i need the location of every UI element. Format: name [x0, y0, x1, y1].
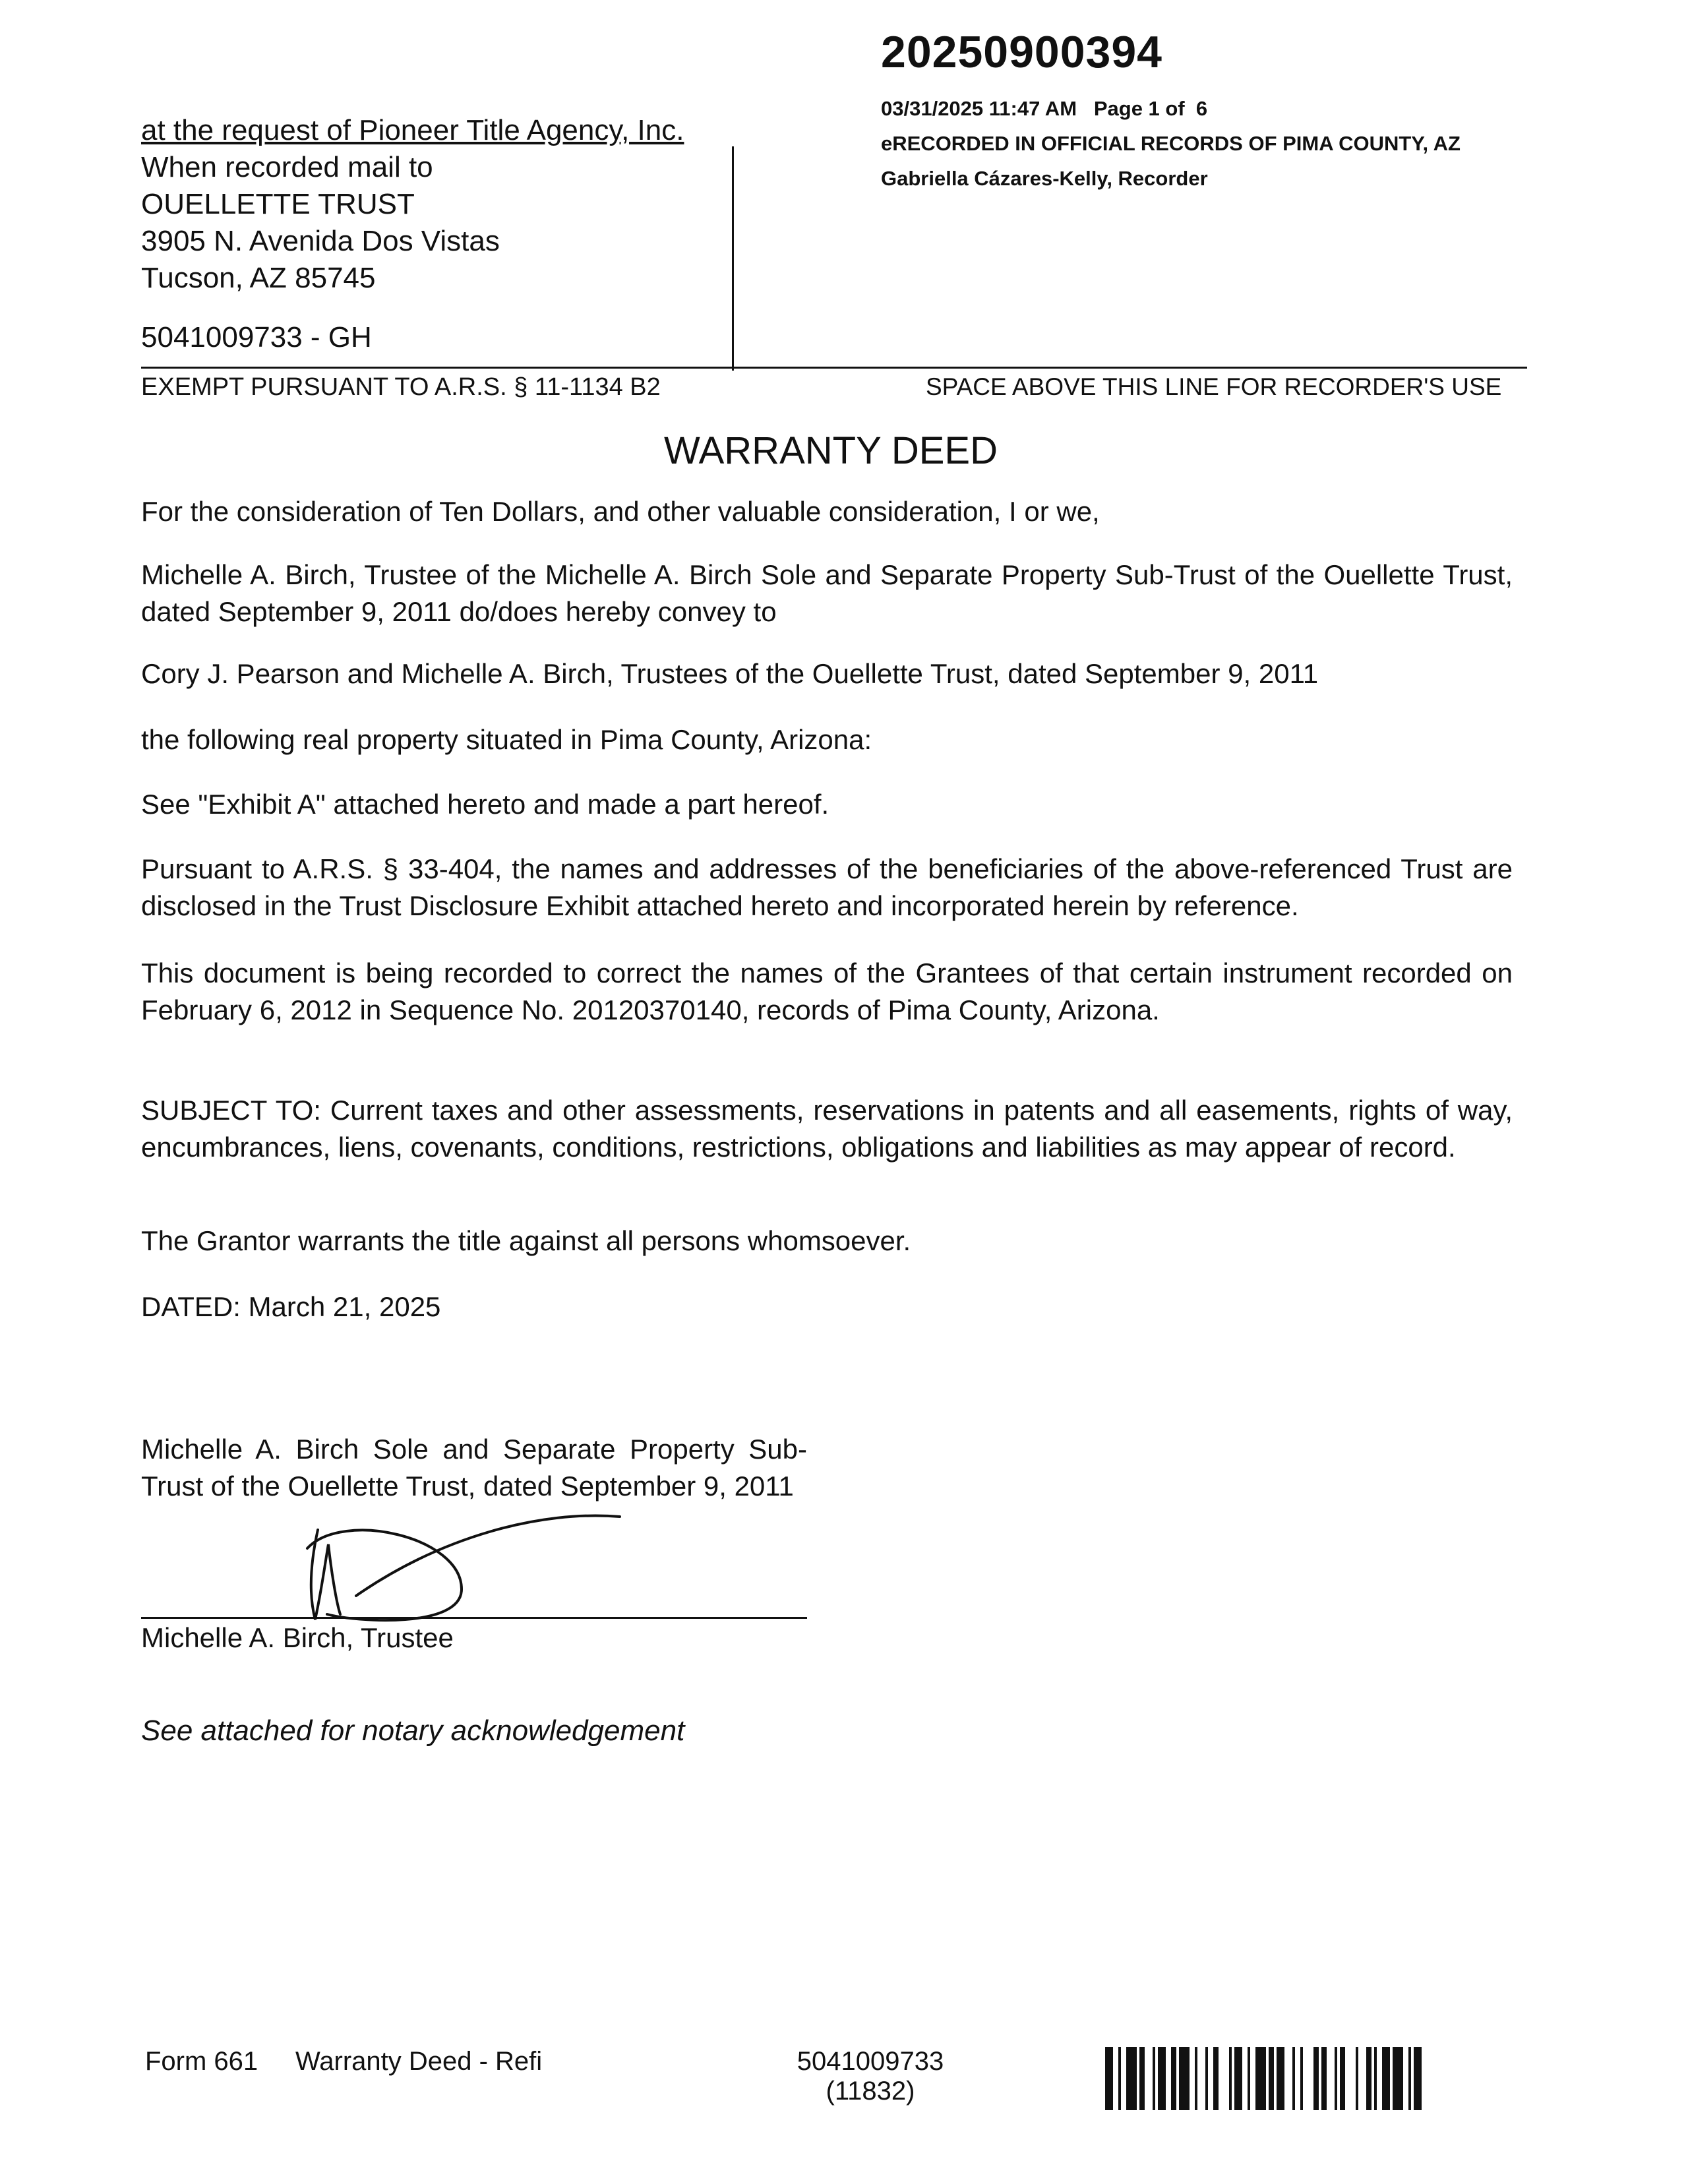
property-paragraph: the following real property situated in Pima County, Arizona: [141, 724, 872, 755]
barcode-bar [1292, 2047, 1295, 2110]
recording-stamp [881, 91, 1461, 196]
barcode-bar [1139, 2047, 1145, 2110]
barcode-bar [1153, 2047, 1155, 2110]
recipient-name: OUELLETTE TRUST [141, 188, 415, 220]
barcode-bar [1248, 2047, 1250, 2110]
recording-datetime: 03/31/2025 11:47 AM Page 1 of 6 [881, 97, 1208, 120]
barcode-bar [1300, 2047, 1303, 2110]
barcode-bar [1335, 2047, 1337, 2110]
subject-to-paragraph: SUBJECT TO: Current taxes and other assessments, reservations in patents and all easements, rights of way, encumbrances, liens, covenants, conditions, restrictions, obligations and liabilities as may appear of record. [141, 1095, 1513, 1163]
recipient-city: Tucson, AZ 85745 [141, 262, 376, 294]
dated-line: DATED: March 21, 2025 [141, 1291, 441, 1322]
barcode-bar [1340, 2047, 1345, 2110]
barcode-bar [1408, 2047, 1411, 2110]
barcode-bar [1321, 2047, 1327, 2110]
barcode-bar [1179, 2047, 1190, 2110]
barcode-bar [1313, 2047, 1319, 2110]
barcode-bar [1393, 2047, 1403, 2110]
barcode-bar [1382, 2047, 1390, 2110]
box-divider [732, 146, 734, 371]
barcode-bar [1229, 2047, 1232, 2110]
barcode-bar [1255, 2047, 1266, 2110]
barcode-bar [1213, 2047, 1219, 2110]
pursuant-paragraph: Pursuant to A.R.S. § 33-404, the names and addresses of the beneficiaries of the above-referenced Trust are disclosed in the Trust Disclosure Exhibit attached hereto and incorporated herein by reference. [141, 853, 1513, 921]
warrant-paragraph: The Grantor warrants the title against all persons whomsoever. [141, 1225, 911, 1256]
barcode-bar [1118, 2047, 1121, 2110]
recorder-line [141, 367, 1527, 369]
barcode-bar [1205, 2047, 1208, 2110]
signature-line [141, 1617, 807, 1619]
barcode-bar [1195, 2047, 1197, 2110]
recording-number: 20250900394 [881, 27, 1163, 77]
exhibit-paragraph: See "Exhibit A" attached hereto and made a part hereof. [141, 789, 829, 820]
barcode-bar [1269, 2047, 1274, 2110]
barcode-bar [1277, 2047, 1284, 2110]
correction-paragraph: This document is being recorded to correct the names of the Grantees of that certain instrument recorded on February 6, 2012 in Sequence No. 20120370140, records of Pima County, Arizona. [141, 957, 1513, 1025]
escrow-number: 5041009733 - GH [141, 321, 372, 353]
recording-recorder: Gabriella Cázares-Kelly, Recorder [881, 167, 1208, 190]
page-title: WARRANTY DEED [664, 429, 998, 472]
barcode-bar [1356, 2047, 1358, 2110]
signer-name: Michelle A. Birch, Trustee [141, 1622, 454, 1653]
barcode-bar [1126, 2047, 1137, 2110]
exempt-notice: EXEMPT PURSUANT TO A.R.S. § 11-1134 B2 [141, 373, 661, 401]
barcode-bar [1414, 2047, 1422, 2110]
form-number: Form 661 [145, 2047, 258, 2076]
handwritten-signature [244, 1490, 666, 1635]
barcode-bar [1171, 2047, 1176, 2110]
grantor-paragraph: Michelle A. Birch, Trustee of the Michelle A. Birch Sole and Separate Property Sub-Trust of the Ouellette Trust, dated September 9, 2011 do/does hereby convey to [141, 559, 1513, 627]
footer-code: (11832) [826, 2077, 915, 2106]
consideration-paragraph: For the consideration of Ten Dollars, and other valuable consideration, I or we, [141, 496, 1100, 527]
notary-note: See attached for notary acknowledgement [141, 1714, 685, 1747]
recorder-space-note: SPACE ABOVE THIS LINE FOR RECORDER'S USE [926, 373, 1502, 400]
form-name: Warranty Deed - Refi [295, 2047, 543, 2076]
recording-official-records: eRECORDED IN OFFICIAL RECORDS OF PIMA COUNTY, AZ [881, 132, 1461, 155]
footer-order [752, 2047, 989, 2106]
mail-to-label: When recorded mail to [141, 151, 433, 183]
grantee-paragraph: Cory J. Pearson and Michelle A. Birch, Trustees of the Ouellette Trust, dated September 9, 2011 [141, 658, 1319, 689]
recipient-street: 3905 N. Avenida Dos Vistas [141, 225, 500, 257]
barcode-bar [1158, 2047, 1166, 2110]
barcode-bar [1234, 2047, 1242, 2110]
barcode-bar [1374, 2047, 1377, 2110]
barcode-icon [1105, 2047, 1474, 2110]
signature-trust-name: Michelle A. Birch Sole and Separate Property Sub-Trust of the Ouellette Trust, dated September 9, 2011 [141, 1434, 807, 1502]
return-address [141, 112, 684, 356]
footer-order-number: 5041009733 [797, 2047, 944, 2076]
request-line: at the request of Pioneer Title Agency, Inc. [141, 114, 684, 146]
barcode-bar [1366, 2047, 1372, 2110]
barcode-bar [1105, 2047, 1113, 2110]
